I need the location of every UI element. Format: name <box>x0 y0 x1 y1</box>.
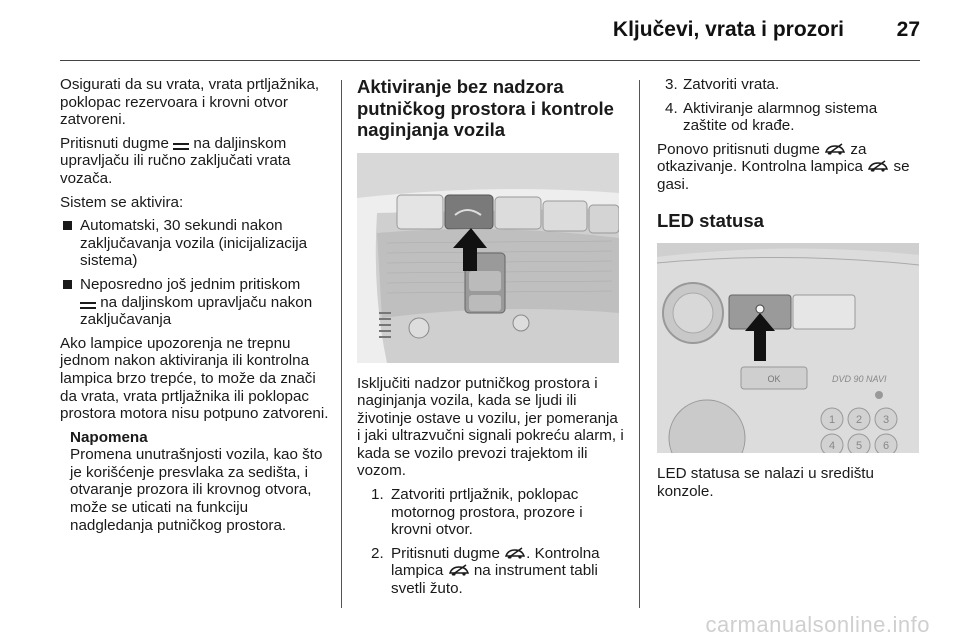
paragraph: Sistem se aktivira: <box>60 193 184 211</box>
note-body: Promena unutrašnjosti vozila, kao što je korišćenje presvlaka za sedišta, i otvaranje prozora ili krovnog otvora, može se uticati na funkciju nadgledanja putničkog prostora. <box>70 446 323 534</box>
paragraph <box>657 141 921 194</box>
keypad-key-label: 3 <box>882 414 890 427</box>
watermark: carmanualsonline.info <box>705 612 930 637</box>
list-item <box>60 276 330 329</box>
text: Neposredno još jednim pritiskom <box>80 275 301 293</box>
ok-button-label: OK <box>767 374 781 385</box>
text: . Kontrolna lampica <box>391 544 600 580</box>
note-title: Napomena <box>70 428 148 446</box>
lock-button-icon <box>80 298 96 308</box>
column-3 <box>657 76 921 506</box>
column-divider-1 <box>341 80 342 608</box>
device-brand-label: DVD 90 NAVI <box>832 374 887 385</box>
text: Pritisnuti dugme <box>60 134 169 152</box>
page-header-title: Ključevi, vrata i prozori <box>612 18 844 41</box>
keypad-key-label: 2 <box>855 414 863 427</box>
step-number: 1. <box>371 486 384 504</box>
text: Aktiviranje alarmnog sistema zaštite od krađe. <box>683 99 878 135</box>
interior-monitor-off-icon <box>448 563 470 575</box>
list-item <box>657 76 921 94</box>
column-1 <box>60 76 330 534</box>
header-rule <box>60 60 920 61</box>
text: za otkazivanje. Kontrolna lampica <box>657 140 867 176</box>
paragraph: Ako lampice upozorenja ne trepnu jednom nakon aktiviranja ili kontrolna lampica brzo trepće, to može da znači da vrata, vrata prtljažnika ili poklopac prostora motora nisu potpuno zatvoreni. <box>60 334 329 423</box>
keypad-key-label: 6 <box>882 440 890 453</box>
text: na daljinskom upravljaču ili ručno zaključati vrata vozača. <box>60 134 291 187</box>
text: Ponovo pritisnuti dugme <box>657 140 820 158</box>
column-divider-2 <box>639 80 640 608</box>
interior-monitor-off-icon <box>867 159 889 171</box>
keypad-key-label: 1 <box>828 414 836 427</box>
list-item <box>60 217 330 270</box>
list-item <box>357 545 625 598</box>
bullet-square-icon <box>63 221 72 230</box>
text: na instrument tabli svetli žuto. <box>391 562 598 598</box>
paragraph: Isključiti nadzor putničkog prostora i naginjanja vozila, kada se ljudi ili životinje ostave u vozilu, jer pomeranja i jaki ultrazvučni signali pokreću alarm, i kada se vozilo prevozi trajektom ili vozom. <box>357 374 624 480</box>
list-item <box>357 486 625 539</box>
interior-monitor-off-icon <box>504 546 526 558</box>
section-heading: LED statusa <box>657 209 764 231</box>
figure-overhead-console <box>357 153 619 363</box>
lock-button-icon <box>173 139 189 149</box>
note-box <box>60 429 330 535</box>
paragraph: Osigurati da su vrata, vrata prtljažnika, poklopac rezervoara i krovni otvor zatvoreni. <box>60 76 320 129</box>
interior-monitor-off-icon <box>824 142 846 154</box>
text: se gasi. <box>657 158 910 193</box>
section-heading: Aktiviranje bez nadzora putničkog prostora i kontrole naginjanja vozila <box>357 76 614 140</box>
text: Zatvoriti prtljažnik, poklopac motornog prostora, prozore i krovni otvor. <box>391 486 583 539</box>
step-number: 4. <box>665 99 678 117</box>
step-number: 3. <box>665 76 678 93</box>
text: na daljinskom upravljaču nakon zaključavanja <box>80 293 313 329</box>
text: Automatski, 30 sekundi nakon zaključavanja vozila (inicijalizacija sistema) <box>80 217 308 270</box>
text: Zatvoriti vrata. <box>683 76 780 93</box>
step-number: 2. <box>371 544 384 562</box>
keypad-key-label: 5 <box>855 440 863 453</box>
paragraph: LED statusa se nalazi u središtu konzole. <box>657 465 874 500</box>
list-item <box>657 100 921 135</box>
figure-led-status-console <box>657 243 919 453</box>
paragraph <box>60 135 330 188</box>
page-number: 27 <box>896 18 920 41</box>
keypad-key-label: 4 <box>828 440 836 453</box>
column-2 <box>357 76 625 604</box>
bullet-square-icon <box>63 280 72 289</box>
text: Pritisnuti dugme <box>391 544 500 562</box>
